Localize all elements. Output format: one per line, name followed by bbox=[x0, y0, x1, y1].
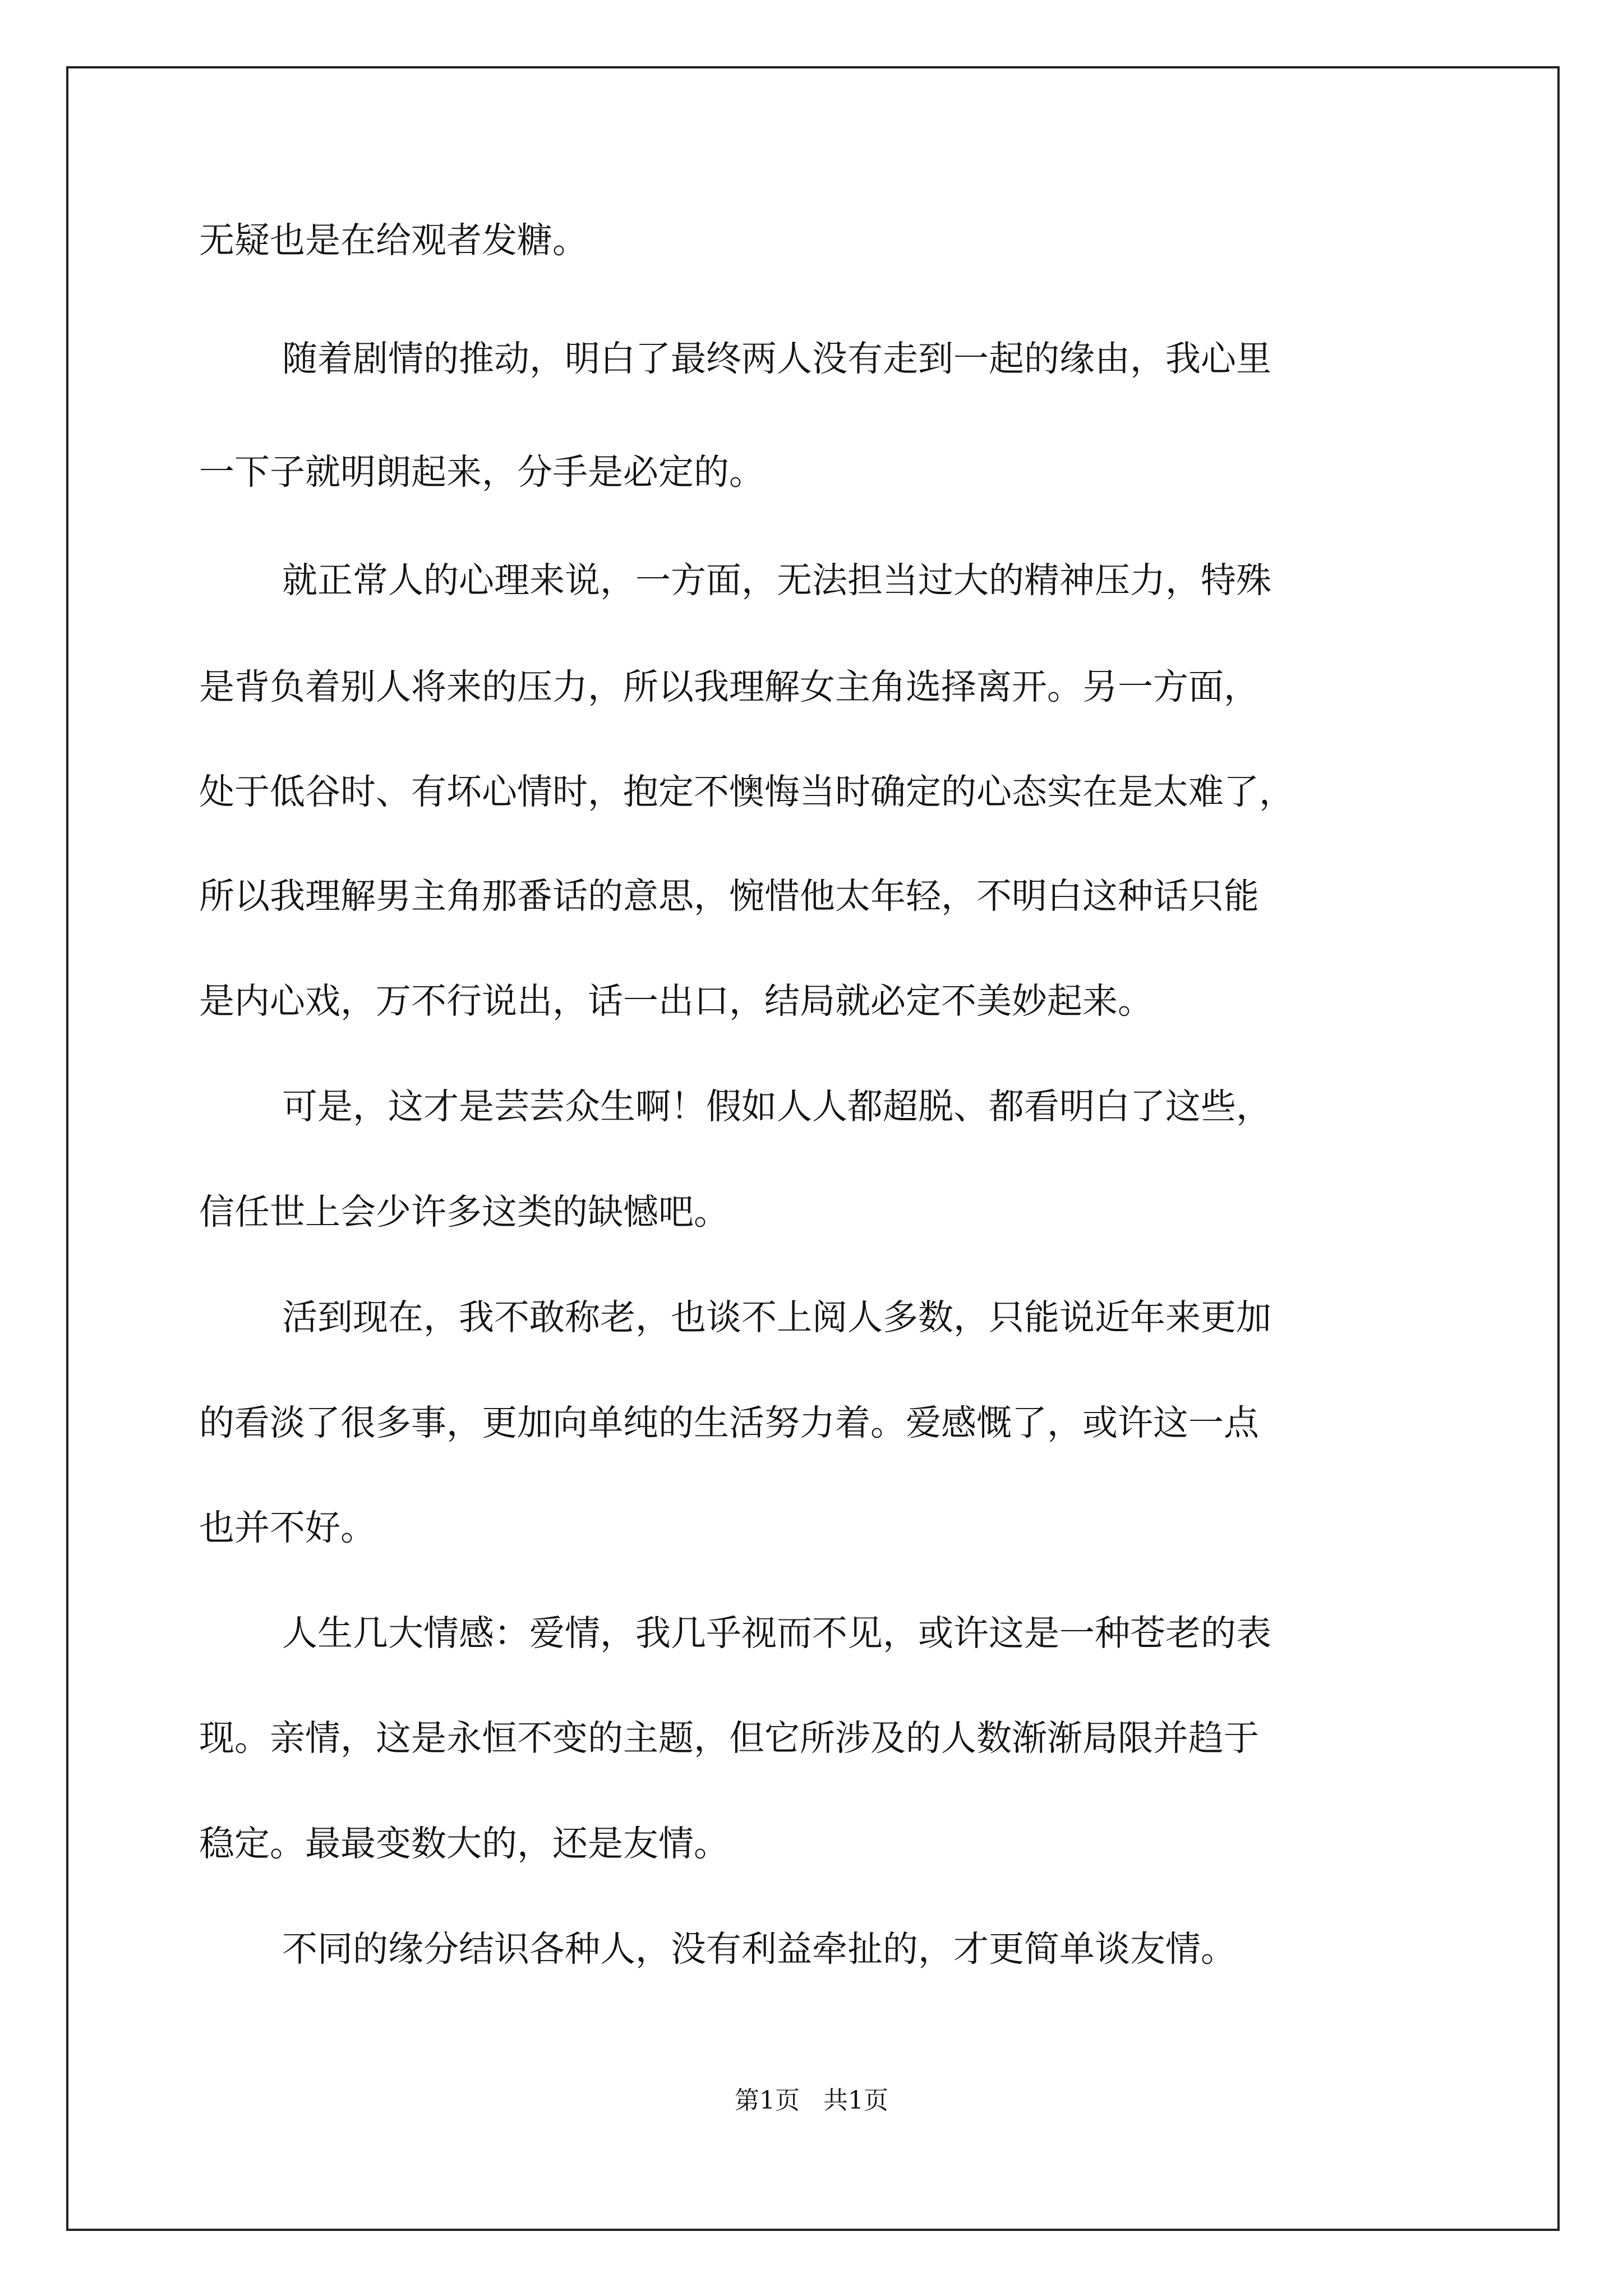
text-line-6: 处于低谷时、有坏心情时，抱定不懊悔当时确定的心态实在是太难了， bbox=[199, 771, 1294, 812]
text-line-9: 可是，这才是芸芸众生啊！假如人人都超脱、都看明白了这些， bbox=[282, 1086, 1271, 1127]
page-frame bbox=[66, 66, 1560, 2231]
text-line-11: 活到现在，我不敢称老，也谈不上阅人多数，只能说近年来更加 bbox=[282, 1297, 1271, 1338]
text-line-13: 也并不好。 bbox=[199, 1507, 376, 1548]
text-line-10: 信任世上会少许多这类的缺憾吧。 bbox=[199, 1191, 729, 1232]
text-line-17: 不同的缘分结识各种人，没有利益牵扯的，才更简单谈友情。 bbox=[282, 1929, 1236, 1970]
text-line-4: 就正常人的心理来说，一方面，无法担当过大的精神压力，特殊 bbox=[282, 560, 1271, 601]
page-number-footer: 第1页 共1页 bbox=[735, 2086, 888, 2115]
text-line-5: 是背负着别人将来的压力，所以我理解女主角选择离开。另一方面， bbox=[199, 666, 1259, 707]
text-line-14: 人生几大情感：爱情，我几乎视而不见，或许这是一种苍老的表 bbox=[282, 1613, 1271, 1654]
text-line-1: 无疑也是在给观者发糖。 bbox=[199, 220, 588, 261]
text-line-2: 随着剧情的推动，明白了最终两人没有走到一起的缘由，我心里 bbox=[282, 338, 1271, 379]
text-line-8: 是内心戏，万不行说出，话一出口，结局就必定不美妙起来。 bbox=[199, 981, 1153, 1022]
text-line-16: 稳定。最最变数大的，还是友情。 bbox=[199, 1823, 729, 1864]
text-line-7: 所以我理解男主角那番话的意思，惋惜他太年轻，不明白这种话只能 bbox=[199, 876, 1259, 917]
text-line-15: 现。亲情，这是永恒不变的主题，但它所涉及的人数渐渐局限并趋于 bbox=[199, 1718, 1259, 1759]
text-line-3: 一下子就明朗起来，分手是必定的。 bbox=[199, 452, 764, 493]
text-line-12: 的看淡了很多事，更加向单纯的生活努力着。爱感慨了，或许这一点 bbox=[199, 1402, 1259, 1443]
